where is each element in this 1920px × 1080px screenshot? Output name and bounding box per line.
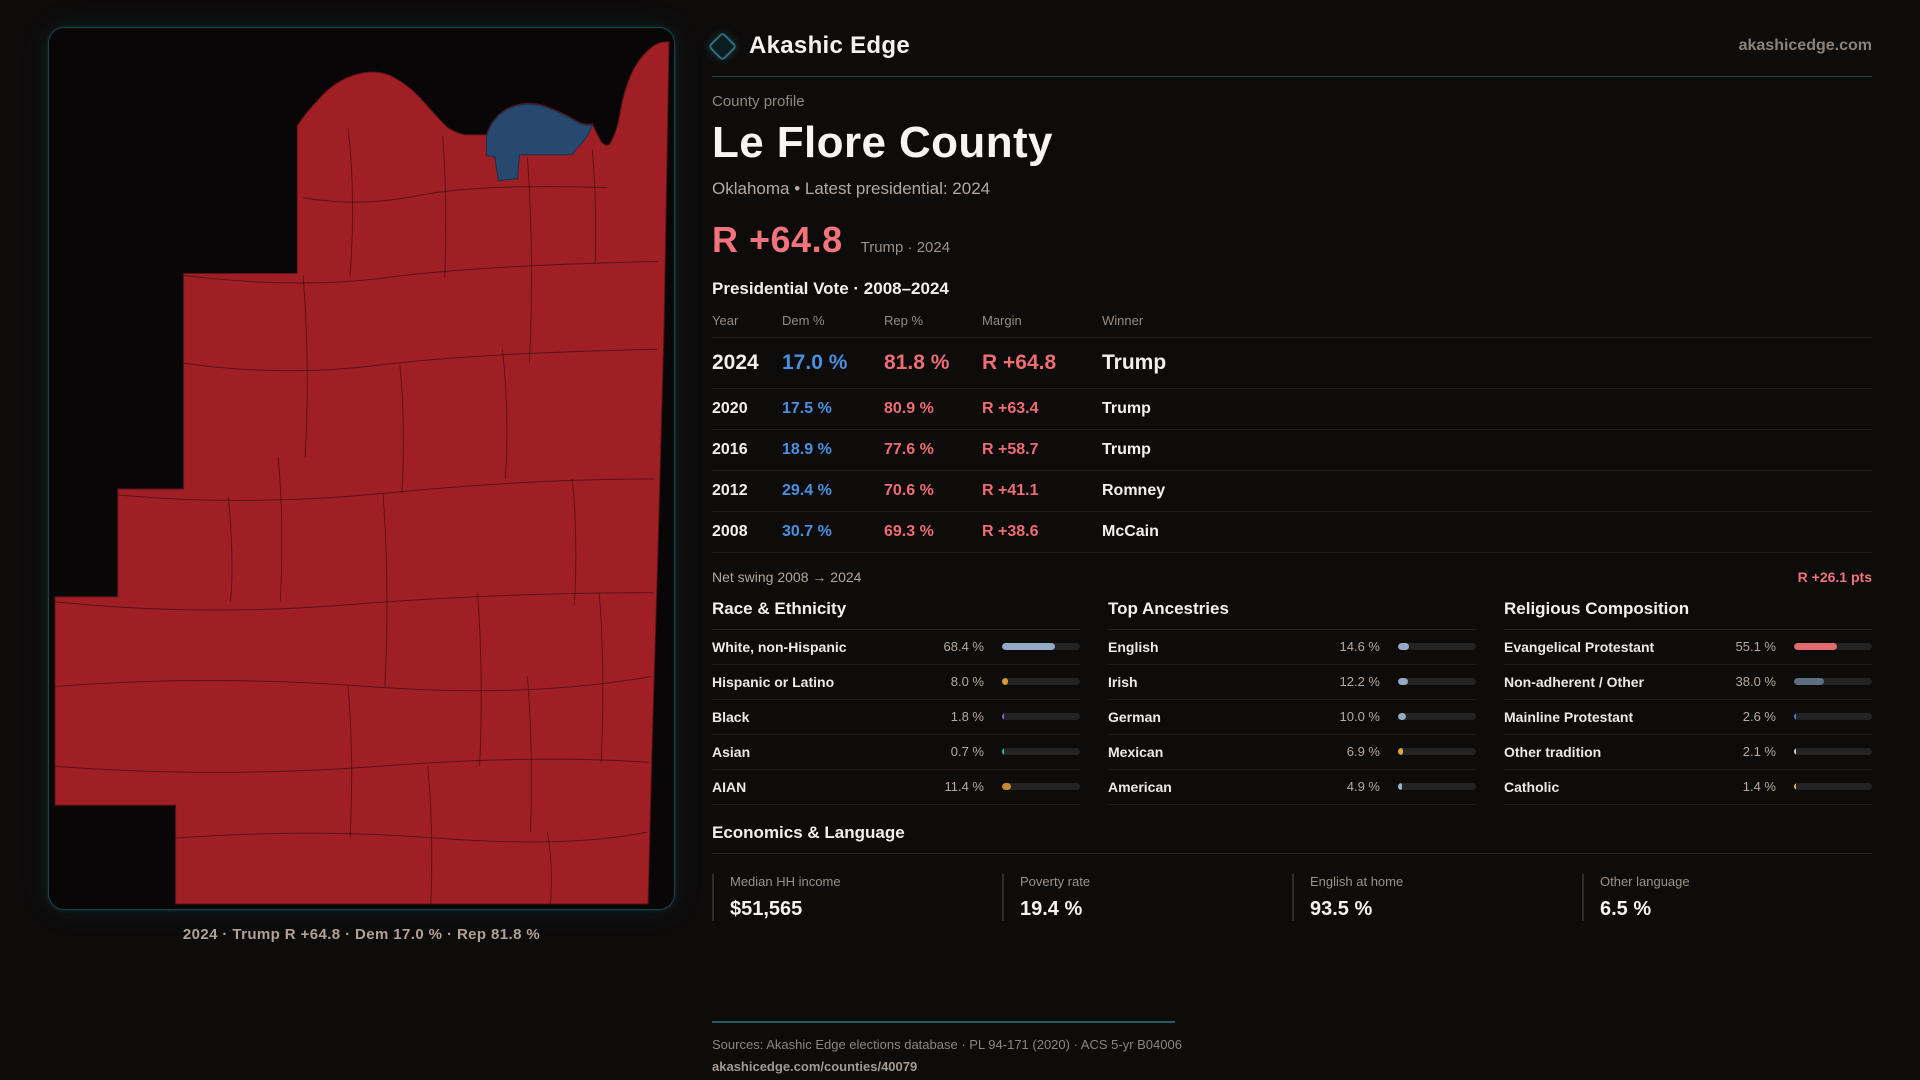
demographic-bar-fill: [1398, 748, 1403, 755]
map-panel: [48, 27, 675, 910]
demographic-bar-track: [1002, 748, 1080, 755]
demographic-label: Catholic: [1504, 778, 1560, 795]
demographic-label: Mainline Protestant: [1504, 708, 1634, 725]
demographic-bar-track: [1398, 643, 1476, 650]
vote-cell-year: 2024: [712, 350, 759, 374]
demographic-label: AIAN: [712, 778, 747, 795]
net-swing-row: [712, 553, 1872, 585]
vote-cell-dem: 17.0 %: [782, 350, 848, 374]
economics-title: Economics & Language: [712, 823, 1872, 854]
demographic-value: 38.0 %: [1735, 674, 1776, 690]
demographic-bar-fill: [1002, 713, 1004, 720]
demographic-value: 2.1 %: [1742, 744, 1776, 760]
demographic-bar-fill: [1794, 783, 1796, 790]
demographic-row: [1504, 735, 1872, 770]
demographic-value: 68.4 %: [943, 639, 984, 655]
vote-cell-rep: 77.6 %: [884, 440, 934, 458]
vote-cell-year: 2012: [712, 481, 748, 499]
brand: [712, 32, 910, 60]
demographic-bar-fill: [1398, 783, 1402, 790]
demographic-label: Other tradition: [1504, 743, 1602, 760]
demographic-value: 2.6 %: [1742, 709, 1776, 725]
vote-cell-year: 2008: [712, 522, 748, 540]
vote-table-row: [712, 512, 1872, 553]
page-subtitle: Oklahoma • Latest presidential: 2024: [712, 178, 991, 198]
demographic-bar-track: [1794, 643, 1872, 650]
vote-table-title: Presidential Vote · 2008–2024: [712, 278, 949, 298]
demographic-bar-track: [1002, 643, 1080, 650]
stat-card: [1582, 874, 1872, 921]
net-swing-value: R +26.1 pts: [1797, 568, 1872, 585]
demographic-label: Non-adherent / Other: [1504, 673, 1645, 690]
vote-cell-rep: 81.8 %: [884, 350, 950, 374]
demographic-value: 12.2 %: [1339, 674, 1380, 690]
demographic-bar-track: [1002, 783, 1080, 790]
stat-label: English at home: [1310, 873, 1404, 889]
vote-cell-margin: R +64.8: [982, 350, 1057, 374]
demographic-value: 6.9 %: [1346, 744, 1380, 760]
vote-cell-dem: 30.7 %: [782, 522, 832, 540]
permalink: akashicedge.com/counties/40079: [712, 1058, 918, 1074]
demographic-bar-fill: [1002, 783, 1011, 790]
vote-table-row: [712, 389, 1872, 430]
demographic-value: 55.1 %: [1735, 639, 1776, 655]
demographic-row: [712, 735, 1080, 770]
vote-table-row: [712, 430, 1872, 471]
demographic-row: [1108, 630, 1476, 665]
stat-value: 6.5 %: [1600, 897, 1652, 920]
demographic-label: Asian: [712, 743, 751, 760]
demographics-column: [1108, 599, 1476, 805]
headline-margin-note: Trump · 2024: [860, 238, 951, 256]
demographic-value: 1.8 %: [950, 709, 984, 725]
county-precinct-map: [49, 28, 674, 909]
demographic-label: American: [1108, 778, 1172, 795]
stat-value: $51,565: [730, 897, 803, 920]
demographic-row: [712, 630, 1080, 665]
vote-table: [712, 299, 1872, 553]
demographic-bar-track: [1794, 678, 1872, 685]
demographic-row: [1504, 700, 1872, 735]
vote-table-col-header: Dem %: [782, 312, 825, 328]
vote-cell-winner: Romney: [1102, 481, 1166, 499]
demographics-column-title: Top Ancestries: [1108, 599, 1476, 630]
demographic-label: Evangelical Protestant: [1504, 638, 1655, 655]
demographic-value: 1.4 %: [1742, 779, 1776, 795]
demographic-bar-track: [1398, 678, 1476, 685]
demographic-row: [1504, 770, 1872, 805]
demographic-bar-track: [1002, 713, 1080, 720]
brand-diamond-icon: [708, 31, 738, 61]
vote-table-col-header: Winner: [1102, 312, 1144, 328]
page-header: [712, 28, 1872, 77]
demographic-label: Mexican: [1108, 743, 1164, 760]
demographic-row: [1108, 770, 1476, 805]
stat-value: 93.5 %: [1310, 897, 1373, 920]
demographic-label: Hispanic or Latino: [712, 673, 835, 690]
vote-cell-rep: 70.6 %: [884, 481, 934, 499]
net-swing-label: Net swing 2008 → 2024: [712, 568, 862, 585]
demographic-bar-fill: [1398, 713, 1406, 720]
demographic-bar-fill: [1002, 678, 1008, 685]
demographic-bar-fill: [1398, 643, 1409, 650]
demographic-bar-track: [1398, 783, 1476, 790]
stat-card: [1292, 874, 1582, 921]
demographic-bar-track: [1794, 713, 1872, 720]
vote-cell-dem: 18.9 %: [782, 440, 832, 458]
eyebrow-label: County profile: [712, 93, 805, 110]
vote-cell-margin: R +63.4: [982, 399, 1039, 417]
sources-divider: [712, 1021, 1175, 1023]
economics-stats: [712, 874, 1872, 921]
demographic-value: 4.9 %: [1346, 779, 1380, 795]
vote-cell-winner: Trump: [1102, 399, 1151, 417]
stat-value: 19.4 %: [1020, 897, 1083, 920]
demographic-label: German: [1108, 708, 1161, 725]
demographic-bar-track: [1002, 678, 1080, 685]
demographic-bar-track: [1794, 748, 1872, 755]
demographic-label: Black: [712, 708, 750, 725]
brand-name: Akashic Edge: [749, 32, 910, 59]
sources-line: Sources: Akashic Edge elections database · PL 94-171 (2020) · ACS 5-yr B04006: [712, 1036, 1182, 1052]
demographic-bar-fill: [1002, 748, 1004, 755]
stat-label: Median HH income: [730, 873, 841, 889]
demographic-bar-track: [1794, 783, 1872, 790]
vote-cell-margin: R +38.6: [982, 522, 1039, 540]
demographic-row: [1108, 700, 1476, 735]
demographic-row: [712, 770, 1080, 805]
demographic-bar-track: [1398, 713, 1476, 720]
demographic-value: 0.7 %: [950, 744, 984, 760]
stat-label: Poverty rate: [1020, 873, 1091, 889]
demographic-row: [1504, 630, 1872, 665]
stat-card: [1002, 874, 1292, 921]
vote-table-row: [712, 471, 1872, 512]
main-content: [712, 28, 1872, 1074]
vote-table-col-header: Margin: [982, 312, 1022, 328]
demographic-bar-fill: [1398, 678, 1408, 685]
vote-cell-rep: 80.9 %: [884, 399, 934, 417]
demographic-row: [1108, 735, 1476, 770]
demographic-label: White, non-Hispanic: [712, 638, 847, 655]
demographics-column: [712, 599, 1080, 805]
demographic-bar-fill: [1794, 748, 1796, 755]
demographics-column-title: Race & Ethnicity: [712, 599, 1080, 630]
demographic-bar-track: [1398, 748, 1476, 755]
demographic-label: English: [1108, 638, 1159, 655]
vote-cell-rep: 69.3 %: [884, 522, 934, 540]
demographic-value: 8.0 %: [950, 674, 984, 690]
vote-table-header: [712, 299, 1872, 338]
vote-cell-winner: Trump: [1102, 350, 1167, 374]
demographics-grid: [712, 599, 1872, 805]
vote-cell-winner: McCain: [1102, 522, 1159, 540]
demographics-column: [1504, 599, 1872, 805]
demographic-value: 11.4 %: [944, 779, 984, 795]
demographics-column-title: Religious Composition: [1504, 599, 1872, 630]
demographic-bar-fill: [1002, 643, 1055, 650]
stat-card: [712, 874, 1002, 921]
stat-label: Other language: [1600, 873, 1690, 889]
demographic-row: [712, 700, 1080, 735]
demographic-bar-fill: [1794, 678, 1824, 685]
demographic-bar-fill: [1794, 713, 1796, 720]
headline-margin-block: [712, 219, 1872, 261]
vote-cell-year: 2020: [712, 399, 748, 417]
vote-cell-margin: R +58.7: [982, 440, 1039, 458]
vote-cell-dem: 17.5 %: [782, 399, 832, 417]
demographic-value: 14.6 %: [1339, 639, 1380, 655]
county-shape-rep: [55, 42, 669, 904]
vote-cell-margin: R +41.1: [982, 481, 1039, 499]
demographic-row: [1108, 665, 1476, 700]
demographic-bar-fill: [1794, 643, 1837, 650]
vote-table-col-header: Year: [712, 312, 739, 328]
map-caption: 2024 · Trump R +64.8 · Dem 17.0 % · Rep 81.8 %: [182, 926, 541, 943]
page-title: Le Flore County: [712, 118, 1053, 167]
vote-cell-winner: Trump: [1102, 440, 1151, 458]
vote-table-row: [712, 338, 1872, 389]
site-domain-link[interactable]: akashicedge.com: [1738, 37, 1872, 54]
demographic-value: 10.0 %: [1339, 709, 1380, 725]
demographic-row: [1504, 665, 1872, 700]
vote-cell-dem: 29.4 %: [782, 481, 832, 499]
demographic-row: [712, 665, 1080, 700]
vote-table-col-header: Rep %: [884, 312, 924, 328]
vote-cell-year: 2016: [712, 440, 748, 458]
demographic-label: Irish: [1108, 673, 1138, 690]
headline-margin-value: R +64.8: [712, 218, 843, 260]
